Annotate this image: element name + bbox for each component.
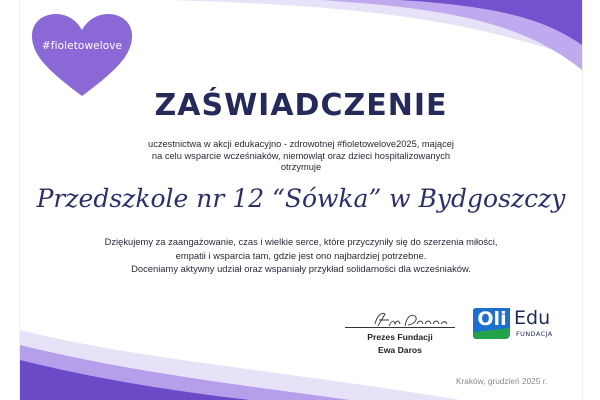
heart-icon	[30, 12, 134, 98]
logo-fundacja: FUNDACJA	[516, 330, 553, 338]
signatory-role: Prezes Fundacji	[367, 332, 433, 342]
logo-edu: Edu	[514, 307, 551, 329]
intro-line: uczestnictwa w akcji edukacyjno - zdrowotnej #fioletowelove2025, mającej	[148, 139, 454, 149]
logo-oli: Oli	[477, 308, 507, 330]
thanks-text	[50, 235, 552, 276]
heart-hashtag: #fioletowelove	[41, 40, 123, 52]
certificate	[20, 0, 582, 400]
thanks-line: Doceniamy aktywny udział oraz wspaniały przykład solidarności dla wcześniaków.	[131, 263, 471, 274]
intro-line: otrzymuje	[280, 162, 322, 172]
certificate-intro	[80, 139, 522, 174]
recipient-name: Przedszkole nr 12 “Sówka” w Bydgoszczy	[36, 184, 566, 213]
thanks-line: empatii i wsparcia tam, gdzie jest ono najbardziej potrzebne.	[175, 249, 427, 261]
intro-line: na celu wsparcie wcześniaków, niemowląt oraz dzieci hospitalizowanych	[151, 150, 451, 161]
place-date: Kraków, grudzień 2025 r.	[456, 376, 548, 386]
signatory-name: Ewa Daros	[378, 345, 422, 355]
certificate-title: ZAŚWIADCZENIE	[154, 88, 448, 123]
signature-line	[345, 327, 455, 328]
oliedu-logo	[470, 306, 580, 346]
thanks-line: Dziękujemy za zaangażowanie, czas i wielkie serce, które przyczyniły się do szerzenia miłości,	[104, 236, 498, 247]
